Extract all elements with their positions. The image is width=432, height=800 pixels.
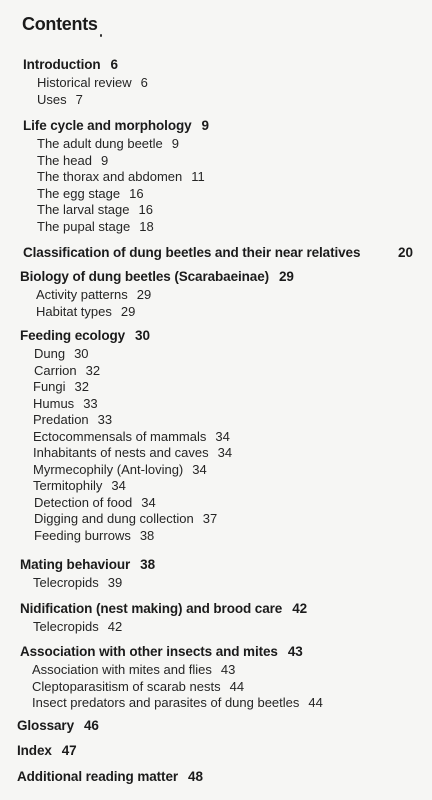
toc-section-heading (23, 118, 209, 133)
entry-page-number: 16 (129, 185, 144, 201)
section-title: Glossary (17, 718, 74, 733)
toc-entry (37, 219, 154, 234)
section-page-number: 43 (287, 644, 303, 659)
section-page-number: 47 (61, 743, 77, 758)
toc-entry (37, 169, 205, 184)
section-page-number: 48 (188, 769, 203, 784)
toc-entry (34, 511, 217, 526)
entry-title: Detection of food (34, 494, 133, 510)
toc-entry (36, 304, 135, 319)
entry-title: Cleptoparasitism of scarab nests (32, 678, 221, 694)
entry-page-number: 9 (100, 152, 109, 168)
entry-page-number: 32 (85, 362, 101, 378)
toc-entry (37, 153, 108, 168)
section-title: Life cycle and morphology (23, 118, 192, 133)
toc-entry (34, 346, 89, 361)
entry-title: Fungi (33, 379, 66, 394)
toc-entry (32, 695, 323, 710)
entry-title: Feeding burrows (34, 527, 131, 543)
entry-title: Myrmecophily (Ant-loving) (33, 461, 184, 477)
entry-page-number: 9 (171, 136, 180, 151)
toc-entry (33, 462, 207, 477)
toc-entry (33, 412, 112, 427)
entry-page-number: 44 (229, 678, 245, 694)
entry-page-number: 18 (139, 218, 154, 234)
toc-section-heading (17, 769, 203, 784)
entry-page-number: 32 (74, 379, 89, 394)
toc-section-heading (23, 57, 118, 72)
section-page-number: 30 (135, 328, 150, 343)
toc-entry (33, 396, 98, 411)
entry-title: Association with mites and flies (32, 662, 212, 677)
toc-section-heading (23, 245, 360, 260)
toc-entry (32, 662, 235, 677)
toc-entry (32, 679, 244, 694)
entry-page-number: 37 (202, 511, 218, 526)
entry-title: Uses (37, 91, 67, 107)
section-title: Introduction (23, 57, 101, 72)
entry-title: Dung (34, 346, 66, 361)
toc-section-heading (20, 601, 307, 616)
page-title: Contents (22, 14, 98, 34)
section-page-number: 29 (279, 269, 294, 284)
section-title: Feeding ecology (20, 328, 126, 343)
entry-title: Humus (33, 395, 75, 411)
entry-page-number: 39 (107, 575, 123, 590)
entry-page-number: 33 (83, 395, 98, 411)
toc-entry (33, 478, 126, 493)
toc-entry (37, 75, 148, 90)
section-page-number: 9 (201, 118, 209, 133)
entry-title: Activity patterns (36, 287, 128, 302)
entry-page-number: 38 (139, 527, 155, 543)
toc-entry (34, 363, 100, 378)
entry-title: The larval stage (37, 202, 130, 217)
entry-page-number: 7 (75, 91, 83, 107)
toc-entry (33, 429, 230, 444)
toc-entry (37, 136, 179, 151)
section-title: Nidification (nest making) and brood care (20, 601, 283, 616)
section-page-number: 46 (83, 718, 99, 733)
entry-title: Ectocommensals of mammals (33, 428, 207, 444)
entry-title: The adult dung beetle (37, 136, 163, 151)
entry-title: Telecropids (33, 619, 99, 634)
section-title: Mating behaviour (20, 557, 131, 572)
section-title: Index (17, 743, 52, 758)
entry-title: Carrion (34, 362, 77, 378)
toc-entry (33, 575, 122, 590)
toc-entry (37, 202, 153, 217)
entry-title: Predation (33, 412, 89, 427)
toc-entry (34, 495, 156, 510)
entry-title: Digging and dung collection (34, 511, 194, 526)
entry-title: The head (37, 152, 92, 168)
section-page-number: 42 (292, 601, 308, 616)
section-page-number: 6 (110, 57, 118, 72)
entry-title: Inhabitants of nests and caves (33, 445, 209, 460)
toc-entry (33, 619, 122, 634)
toc-entry (37, 92, 83, 107)
entry-title: Habitat types (36, 303, 112, 319)
entry-page-number: 29 (136, 287, 152, 302)
entry-page-number: 34 (192, 461, 207, 477)
entry-page-number: 16 (138, 202, 153, 217)
section-title: Classification of dung beetles and their near relatives (23, 245, 361, 260)
entry-title: The thorax and abdomen (37, 169, 183, 184)
toc-section-heading (17, 743, 77, 758)
entry-title: The egg stage (37, 185, 121, 201)
entry-title: Insect predators and parasites of dung beetles (32, 695, 300, 710)
toc-entry (33, 379, 89, 394)
toc-entry (37, 186, 144, 201)
toc-section-heading (20, 644, 303, 659)
entry-page-number: 43 (220, 662, 236, 677)
entry-page-number: 6 (140, 75, 148, 90)
entry-page-number: 44 (308, 695, 323, 710)
entry-title: Historical review (37, 75, 132, 90)
entry-title: The pupal stage (37, 218, 131, 234)
entry-title: Termitophily (33, 478, 103, 493)
entry-page-number: 34 (111, 478, 126, 493)
toc-section-heading (20, 557, 155, 572)
entry-page-number: 34 (217, 445, 233, 460)
entry-page-number: 11 (191, 169, 205, 184)
entry-page-number: 34 (141, 494, 156, 510)
section-title: Additional reading matter (17, 769, 179, 784)
entry-page-number: 30 (74, 346, 89, 361)
toc-section-heading (17, 718, 99, 733)
entry-page-number: 34 (215, 428, 230, 444)
entry-title: Telecropids (33, 575, 99, 590)
toc-entry (33, 445, 232, 460)
section-title: Biology of dung beetles (Scarabaeinae) (20, 269, 270, 284)
section-page-number: 20 (398, 245, 414, 260)
ink-mark (100, 34, 102, 37)
entry-page-number: 42 (107, 619, 123, 634)
section-page-number: 38 (140, 557, 155, 572)
entry-page-number: 33 (97, 412, 113, 427)
section-title: Association with other insects and mites (20, 644, 278, 659)
toc-section-heading (20, 328, 150, 343)
toc-section-heading (20, 269, 294, 284)
toc-entry (36, 287, 151, 302)
toc-entry (34, 528, 154, 543)
entry-page-number: 29 (120, 303, 136, 319)
